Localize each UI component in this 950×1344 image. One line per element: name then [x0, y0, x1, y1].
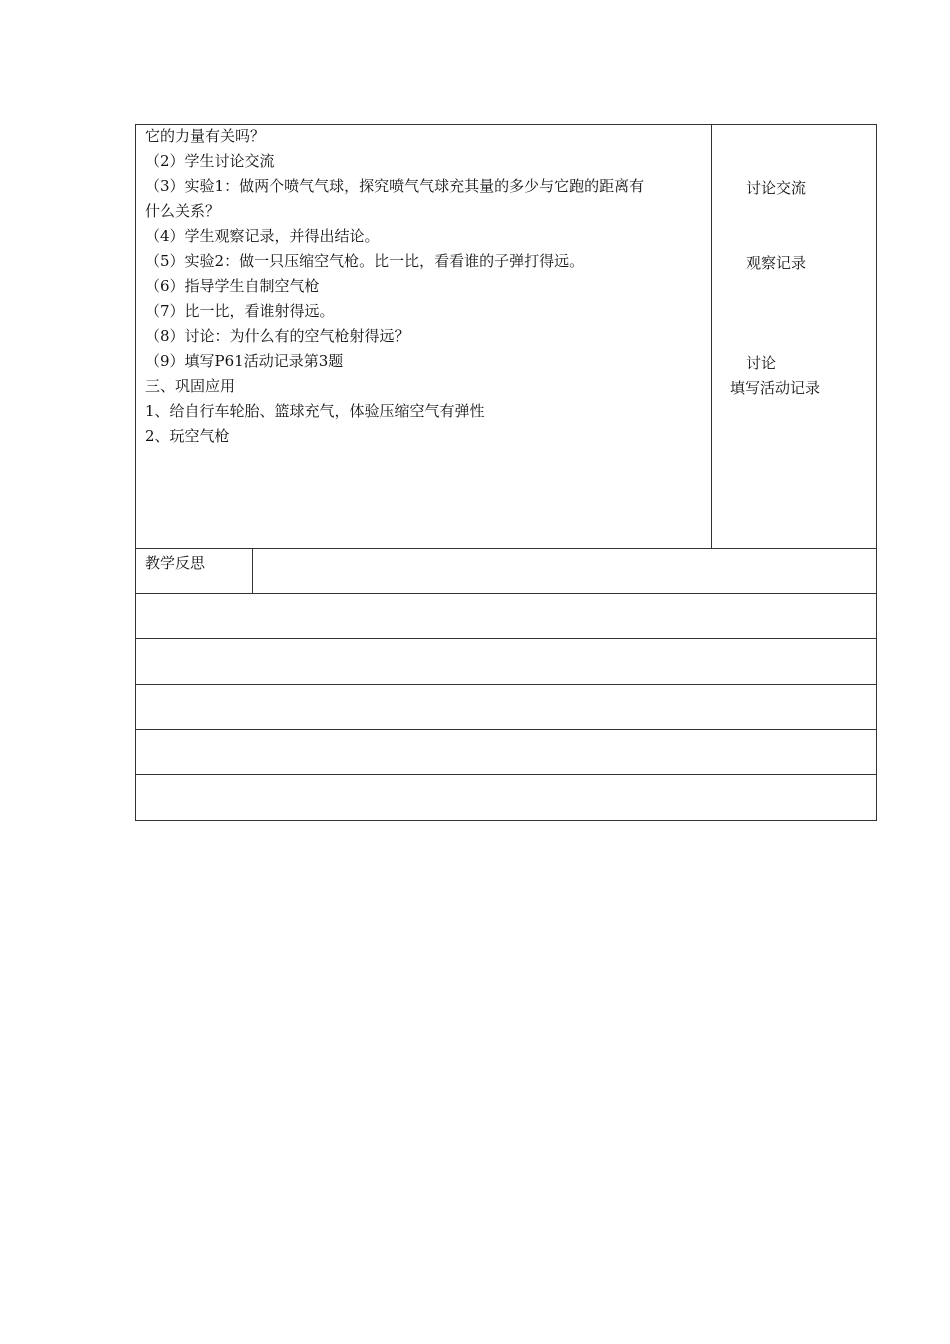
- column-divider: [711, 124, 712, 549]
- content-line: （3）实验1：做两个喷气气球，探究喷气气球充其量的多少与它跑的距离有: [145, 177, 645, 195]
- side-note-observe-record: 观察记录: [746, 254, 807, 272]
- side-note-fill-record: 填写活动记录: [730, 379, 821, 397]
- content-line: （9）填写P61活动记录第3题: [145, 352, 344, 370]
- content-line: （6）指导学生自制空气枪: [145, 277, 320, 295]
- row-divider-2: [135, 638, 877, 639]
- content-line: （2）学生讨论交流: [145, 152, 275, 170]
- main-content: [145, 124, 644, 449]
- content-line: 1、给自行车轮胎、篮球充气，体验压缩空气有弹性: [145, 402, 485, 420]
- content-line: 三、巩固应用: [145, 377, 236, 395]
- row-divider-reflection: [135, 548, 877, 549]
- content-line: 它的力量有关吗？: [145, 127, 266, 145]
- reflection-divider: [252, 548, 253, 593]
- content-line: （8）讨论：为什么有的空气枪射得远？: [145, 327, 410, 345]
- content-line: 2、玩空气枪: [145, 427, 230, 445]
- content-line: 什么关系？: [145, 202, 221, 220]
- row-divider-4: [135, 729, 877, 730]
- row-divider-1: [135, 593, 877, 594]
- content-line: （4）学生观察记录，并得出结论。: [145, 227, 380, 245]
- row-divider-5: [135, 774, 877, 775]
- content-line: （7）比一比，看谁射得远。: [145, 302, 335, 320]
- row-divider-3: [135, 684, 877, 685]
- reflection-label: 教学反思: [145, 554, 206, 572]
- side-note-discuss: 讨论: [746, 354, 777, 372]
- side-note-discuss-exchange: 讨论交流: [746, 179, 807, 197]
- content-line: （5）实验2：做一只压缩空气枪。比一比，看看谁的子弹打得远。: [145, 252, 585, 270]
